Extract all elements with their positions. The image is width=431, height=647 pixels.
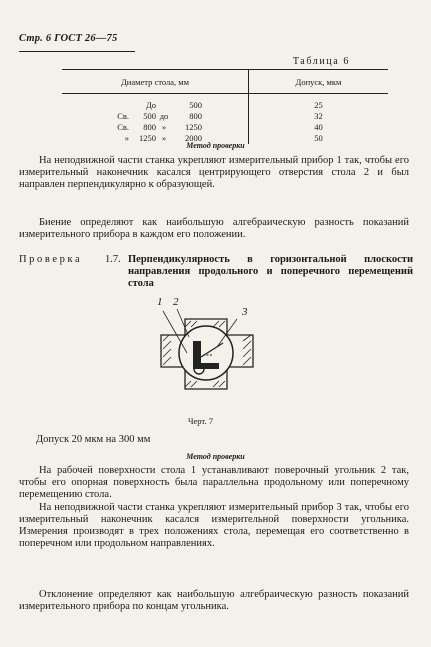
cell-from: До (145, 100, 156, 110)
table-row (62, 100, 388, 111)
cell-sep (156, 100, 172, 111)
table-header-diameter: Диаметр стола, мм (62, 70, 249, 94)
paragraph-2: Биение определяют как наибольшую алгебраическую разность показаний измерительного прибора в каждом его положении. (19, 217, 409, 240)
cell-to: 800 (189, 111, 202, 121)
cell-tolerance: 25 (314, 100, 323, 110)
cell-sep: до (159, 111, 169, 121)
figure-7 (157, 297, 267, 409)
figure-caption: Черт. 7 (188, 416, 214, 426)
paragraph-4: На неподвижной части станка укрепляют измерительный прибор 3 так, чтобы его измерительный наконечник касался измерительной поверхности угольника. Измерения производят в трех положениях стола, перемещая его соответственно в поперечном или продольном направлениях. (19, 502, 409, 549)
cell-to: 500 (189, 100, 202, 110)
cell-pre: Св. (117, 122, 129, 132)
cell-pre: Св. (117, 111, 129, 121)
cell-to: 1250 (185, 122, 202, 132)
cell-pre (99, 100, 129, 111)
table-row (62, 122, 388, 133)
tolerance-line: Допуск 20 мкм на 300 мм (36, 434, 151, 445)
cell-tolerance: 32 (314, 111, 323, 121)
cell-from: 800 (143, 122, 156, 132)
figure-label-2: 2 (173, 296, 179, 308)
method-title-2: Метод проверки (186, 452, 245, 461)
method-title-1: Метод проверки (186, 141, 245, 150)
page-header: Стр. 6 ГОСТ 26—75 (19, 33, 118, 44)
cell-tolerance: 40 (314, 122, 323, 132)
cell-tolerance: 50 (314, 133, 323, 143)
table-header-tolerance: Допуск, мкм (249, 70, 389, 94)
cell-sep: » (161, 133, 167, 143)
figure-drawing (157, 297, 267, 409)
table-caption: Таблица 6 (292, 56, 350, 67)
cell-sep: » (161, 122, 167, 132)
tolerance-table (62, 69, 388, 144)
cell-from: 500 (143, 111, 156, 121)
check-number: 1.7. (105, 254, 121, 265)
header-rule (19, 51, 135, 52)
cell-pre: » (124, 133, 129, 143)
paragraph-1: На неподвижной части станка укрепляют измерительный прибор 1 так, чтобы его измерительный наконечник касался центрирующего отверстия стола 2 и был направлен перпендикулярно к образующей. (19, 155, 409, 190)
paragraph-5: Отклонение определяют как наибольшую алгебраическую разность показаний измерительного прибора по концам угольника. (19, 589, 409, 612)
check-title: Перпендикулярность в горизонтальной плоскости направления продольного и поперечного перемещений стола (128, 254, 413, 289)
table-row (62, 111, 388, 122)
cell-from: 1250 (139, 133, 156, 143)
figure-label-1: 1 (157, 296, 163, 308)
paragraph-3: На рабочей поверхности стола 1 устанавливают поверочный угольник 2 так, чтобы его опорная поверхность была параллельна продольному или поперечному перемещению стола. (19, 465, 409, 500)
check-label: Проверка (19, 254, 83, 265)
figure-label-3: 3 (242, 306, 248, 318)
cell-to: 2000 (185, 133, 202, 143)
